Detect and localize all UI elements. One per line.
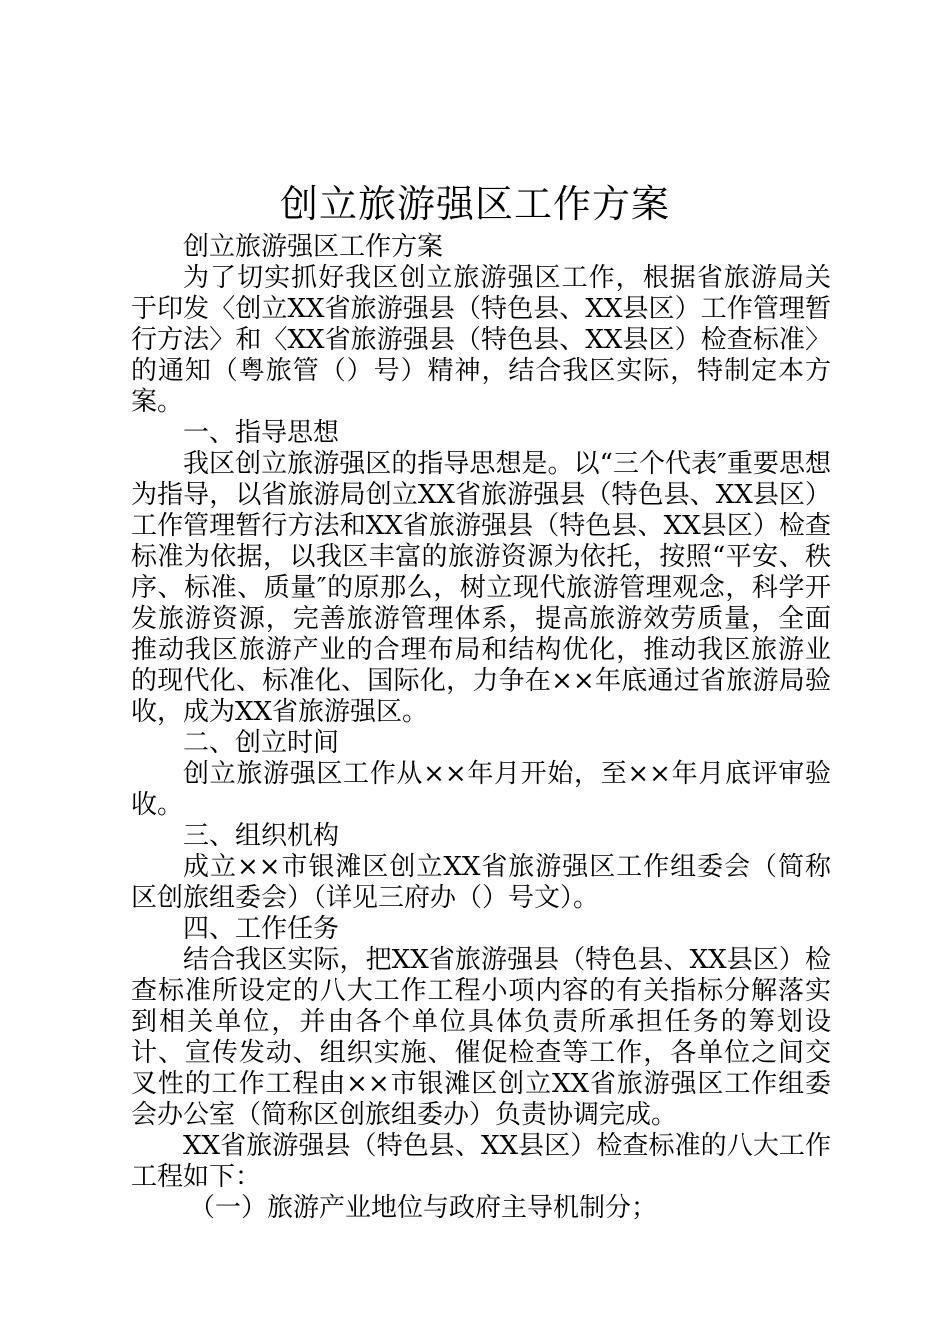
section-heading-time: 二、创立时间: [183, 728, 340, 758]
guiding-idea-paragraph: 我区创立旅游强区的指导思想是。以“三个代表″重要思想为指导，以省旅游局创立XX省旅游强县（特色县、XX县区）工作管理暂行方法和XX省旅游强县（特色县、XX县区）检查标准为依据，以我区丰富的旅游资源为依托，按照“平安、秩序、标准、质量″的原那么，树立现代旅游管理观念，科学开发旅游资源，完善旅游管理体系，提高旅游效劳质量，全面推动我区旅游产业的合理布局和结构优化，推动我区旅游业的现代化、标准化、国际化，力争在××年底通过省旅游局验收，成为XX省旅游强区。: [131, 449, 831, 727]
intro-paragraph: 为了切实抓好我区创立旅游强区工作，根据省旅游局关于印发〈创立XX省旅游强县（特色县、XX县区）工作管理暂行方法〉和〈XX省旅游强县（特色县、XX县区）检查标准〉的通知（粤旅管（）号）精神，结合我区实际，特制定本方案。: [131, 263, 831, 417]
tasks-paragraph: 结合我区实际，把XX省旅游强县（特色县、XX县区）检查标准所设定的八大工作工程小项内容的有关指标分解落实到相关单位，并由各个单位具体负责所承担任务的筹划设计、宣传发动、组织实施、催促检查等工作，各单位之间交叉性的工作工程由××市银滩区创立XX省旅游强区工作组委会办公室（简称区创旅组委办）负责协调完成。: [131, 945, 831, 1130]
document-title: 创立旅游强区工作方案: [279, 182, 670, 226]
subtitle-paragraph: 创立旅游强区工作方案: [183, 232, 444, 262]
section-heading-guiding-idea: 一、指导思想: [183, 418, 340, 448]
section-heading-organization: 三、组织机构: [183, 821, 340, 851]
projects-intro-paragraph: XX省旅游强县（特色县、XX县区）检查标准的八大工作工程如下：: [131, 1131, 831, 1192]
time-paragraph: 创立旅游强区工作从××年月开始，至××年月底评审验收。: [131, 759, 831, 820]
document-body: [131, 232, 831, 1224]
section-heading-tasks: 四、工作任务: [183, 914, 340, 944]
project-item-1: （一）旅游产业地位与政府主导机制分；: [189, 1193, 658, 1223]
organization-paragraph: 成立××市银滩区创立XX省旅游强区工作组委会（简称区创旅组委会）（详见三府办（）号文）。: [131, 852, 831, 913]
